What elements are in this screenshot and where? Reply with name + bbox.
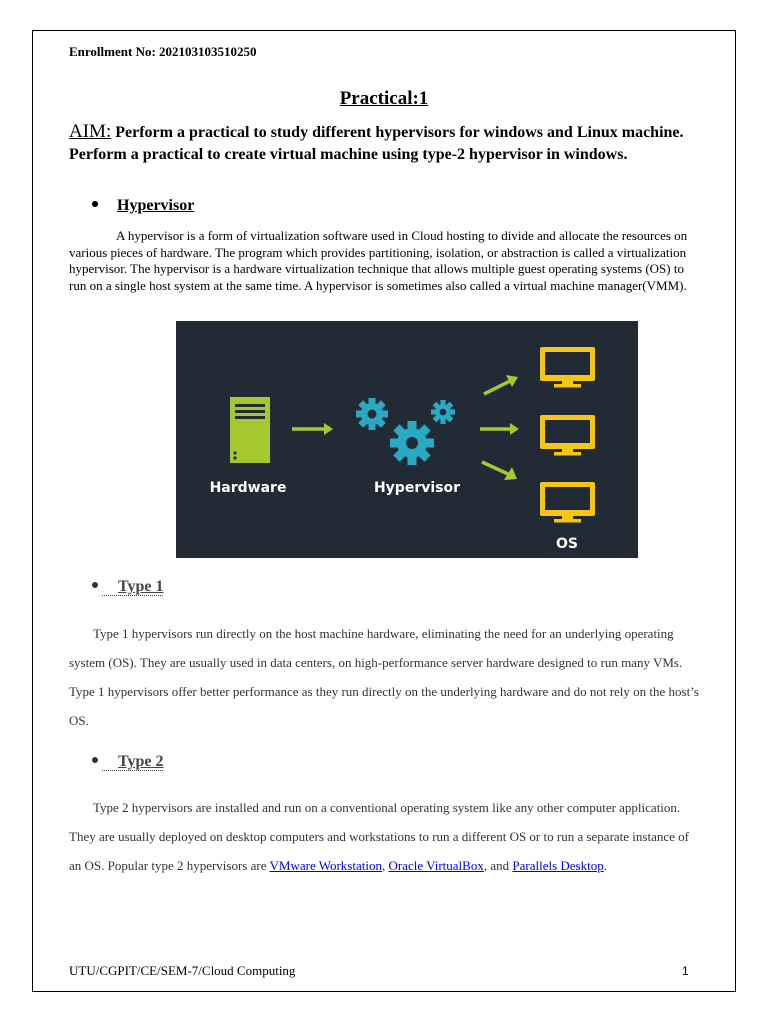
- hypervisor-label: Hypervisor: [373, 480, 461, 496]
- aim-statement: [69, 121, 709, 165]
- bullet-hypervisor: [92, 197, 194, 215]
- separator-text: , and: [483, 858, 513, 873]
- link-oracle-virtualbox[interactable]: Oracle VirtualBox: [388, 858, 484, 873]
- hardware-label: Hardware: [209, 480, 287, 496]
- period-text: .: [603, 858, 607, 873]
- type1-paragraph: [69, 619, 699, 735]
- hypervisor-diagram: [176, 321, 638, 558]
- type2-paragraph: [69, 793, 699, 880]
- server-icon: [230, 397, 270, 463]
- bullet-type1: [92, 578, 163, 596]
- bullet-dot-icon: [92, 757, 98, 763]
- enrollment-number: Enrollment No: 202103103510250: [69, 44, 257, 59]
- footer-course: UTU/CGPIT/CE/SEM-7/Cloud Computing: [69, 963, 296, 978]
- bullet-type2: [92, 753, 163, 771]
- bullet-dot-icon: [92, 201, 98, 207]
- heading-type1: Type 1: [102, 578, 163, 596]
- hypervisor-paragraph: [69, 228, 699, 294]
- os-label: OS: [556, 536, 578, 552]
- heading-hypervisor: Hypervisor: [117, 197, 195, 214]
- aim-text: Perform a practical to study different hypervisors for windows and Linux machine. Perform a practical to create virtual machine using type-2 hypervisor in windows.: [69, 124, 684, 163]
- page-number: 1: [682, 964, 689, 978]
- hypervisor-paragraph-text: A hypervisor is a form of virtualization software used in Cloud hosting to divide and allocate the resources on various pieces of hardware. The program which provides partitioning, isolation, or abstraction is called a virtualization hypervisor. The hypervisor is a hardware virtualization technique that allows multiple guest operating systems (OS) to run on a single host system at the same time. A hypervisor is sometimes also called a virtual machine manager(VMM).: [69, 228, 688, 293]
- type1-paragraph-text: Type 1 hypervisors run directly on the host machine hardware, eliminating the need for an underlying operating system (OS). They are usually used in data centers, on high-performance server hardware designed to run many VMs. Type 1 hypervisors offer better performance as they run directly on the underlying hardware and do not rely on the host’s OS.: [69, 626, 699, 728]
- bullet-dot-icon: [92, 582, 98, 588]
- link-vmware-workstation[interactable]: VMware Workstation: [269, 858, 382, 873]
- heading-type2: Type 2: [102, 753, 163, 771]
- type2-paragraph-text: Type 2 hypervisors are installed and run on a conventional operating system like any other computer application. They are usually deployed on desktop computers and workstations to run a different OS or to run a separate instance of an OS. Popular type 2 hypervisors are: [69, 800, 689, 873]
- page-title: Practical:1: [339, 88, 429, 109]
- aim-label: AIM:: [69, 121, 112, 142]
- separator-text: ,: [381, 858, 389, 873]
- link-parallels-desktop[interactable]: Parallels Desktop: [512, 858, 604, 873]
